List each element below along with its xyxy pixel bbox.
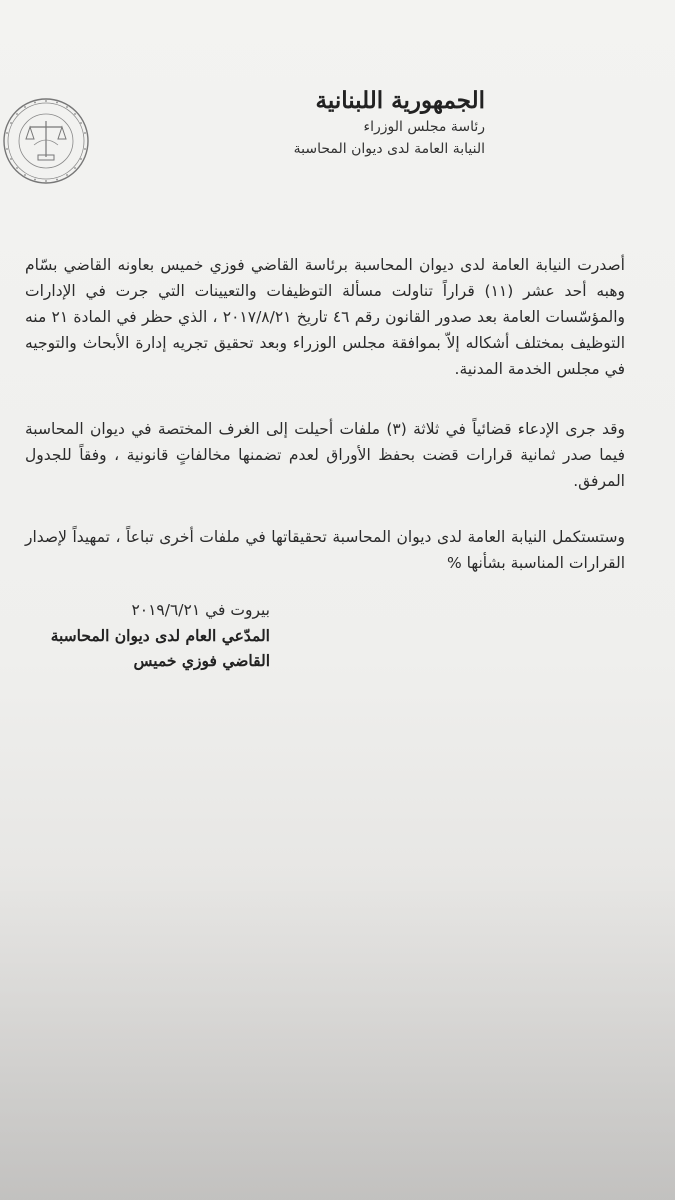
signature-block bbox=[10, 597, 270, 673]
photo-shadow bbox=[0, 870, 675, 1200]
body-paragraph-1: أصدرت النيابة العامة لدى ديوان المحاسبة برئاسة القاضي فوزي خميس بعاونه القاضي بسّام وهبه أحد عشر (١١) قراراً تناولت مسألة التوظيفات والتعيينات التي جرت في الإدارات والمؤسّسات العامة بعد صدور القانون رقم ٤٦ تاريخ ٢٠١٧/٨/٢١ ، الذي حظر في المادة ٢١ منه التوظيف بمختلف أشكاله إلاّ بموافقة مجلس الوزراء وبعد تحقيق تجريه إدارة الأبحاث والتوجيه في مجلس الخدمة المدنية. bbox=[25, 256, 626, 378]
signature-role: المدّعي العام لدى ديوان المحاسبة bbox=[50, 626, 270, 645]
letterhead-title: الجمهورية اللبنانية bbox=[315, 87, 485, 114]
letterhead-line-1: رئاسة مجلس الوزراء bbox=[363, 119, 485, 135]
body-paragraph-3: وستستكمل النيابة العامة لدى ديوان المحاسبة تحقيقاتها في ملفات أخرى تباعاً ، تمهيداً لإصدار القرارات المناسبة بشأنها % bbox=[25, 528, 625, 572]
signature-date: بيروت في ٢٠١٩/٦/٢١ bbox=[131, 601, 270, 619]
body-paragraph-2: وقد جرى الإدعاء قضائياً في ثلاثة (٣) ملفات أحيلت إلى الغرف المختصة في ديوان المحاسبة فيما صدر ثمانية قرارات قضت بحفظ الأوراق لعدم تضمنها مخالفاتٍ قانونية ، وفقاً للجدول المرفق. bbox=[25, 420, 625, 490]
letterhead bbox=[65, 86, 485, 160]
letterhead-line-2: النيابة العامة لدى ديوان المحاسبة bbox=[293, 141, 485, 157]
official-seal-icon bbox=[2, 97, 90, 185]
signature-name: القاضي فوزي خميس bbox=[133, 651, 270, 670]
